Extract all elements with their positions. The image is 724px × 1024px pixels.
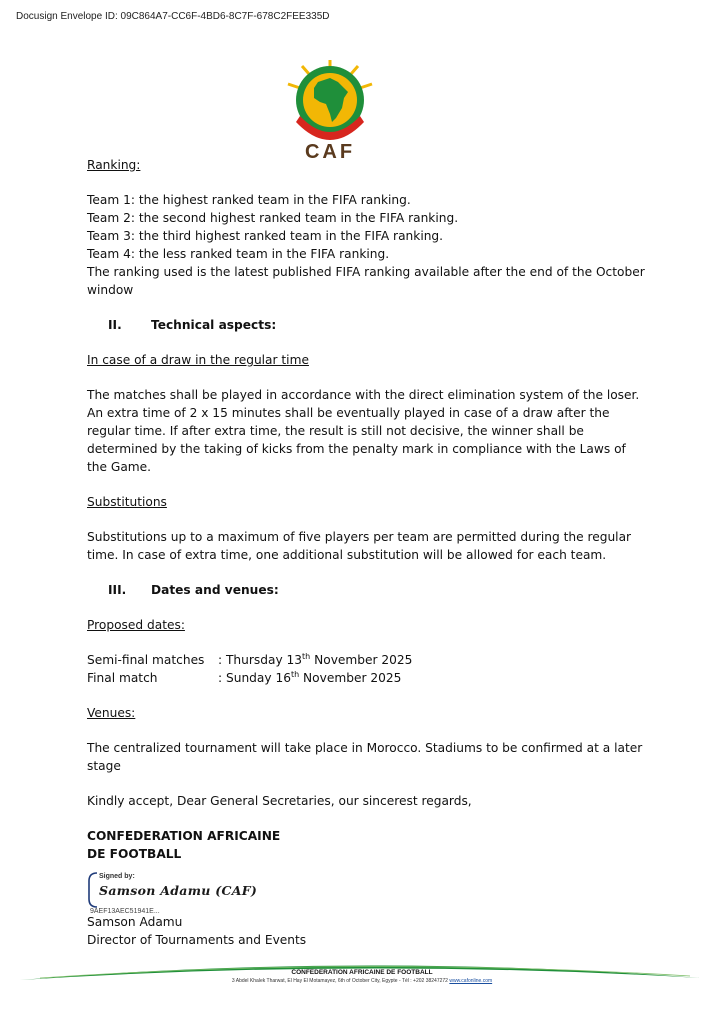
ranking-item: Team 3: the third highest ranked team in the FIFA ranking.: [87, 229, 444, 243]
letter-body: [87, 156, 647, 949]
signatory-name: Samson Adamu: [87, 915, 183, 929]
venues-paragraph: The centralized tournament will take place in Morocco. Stadiums to be confirmed at a later stage: [87, 741, 643, 773]
signature-id: 9AEF13AEC51941E...: [90, 908, 160, 915]
date-value: : Thursday 13th November 2025: [218, 651, 413, 667]
section-number: II.: [108, 318, 122, 332]
website-link[interactable]: www.cafonline.com: [449, 978, 493, 984]
section-heading-technical: [87, 316, 647, 334]
section-heading-dates: [87, 581, 647, 599]
draw-paragraph: The matches shall be played in accordance with the direct elimination system of the loser. An extra time of 2 x 15 minutes shall be eventually played in case of a draw after the regular time. If after extra time, the result is still not decisive, the winner shall be determined by the taking of kicks from the penalty mark in compliance with the Laws of the Game.: [87, 388, 640, 474]
date-row-semi-final: [87, 651, 647, 669]
signature-script: Samson Adamu (CAF): [99, 883, 258, 898]
footer-address: 3 Abdel Khalek Tharwat, El Hay El Motamayez, 6th of October City, Egypte - Tél : +202 38247272 www.cafonline.com: [231, 978, 493, 984]
substitutions-heading: Substitutions: [87, 495, 167, 509]
date-label: Semi-final matches: [87, 653, 205, 667]
footer-title: CONFEDERATION AFRICAINE DE FOOTBALL: [291, 969, 433, 976]
signed-by-label: Signed by:: [99, 873, 135, 880]
section-number: III.: [108, 583, 127, 597]
caf-logo: [278, 58, 382, 162]
proposed-dates-heading: Proposed dates:: [87, 618, 185, 632]
signatory-title: Director of Tournaments and Events: [87, 933, 307, 947]
logo-wordmark: CAF: [304, 141, 356, 162]
ranking-item: Team 1: the highest ranked team in the FIFA ranking.: [87, 193, 411, 207]
section-title: Dates and venues:: [151, 583, 279, 597]
date-row-final: [87, 669, 647, 687]
docusign-envelope-id: Docusign Envelope ID: 09C864A7-CC6F-4BD6-8C7F-678C2FEE335D: [16, 11, 330, 22]
date-value: : Sunday 16th November 2025: [218, 669, 402, 685]
venues-heading: Venues:: [87, 706, 136, 720]
ranking-item: Team 4: the less ranked team in the FIFA ranking.: [87, 247, 390, 261]
ranking-item: Team 2: the second highest ranked team in the FIFA ranking.: [87, 211, 459, 225]
closing-line: Kindly accept, Dear General Secretaries, our sincerest regards,: [87, 794, 472, 808]
date-label: Final match: [87, 671, 158, 685]
org-name-line2: DE FOOTBALL: [87, 847, 182, 861]
substitutions-paragraph: Substitutions up to a maximum of five players per team are permitted during the regular time. In case of extra time, one additional substitution will be allowed for each team.: [87, 530, 632, 562]
draw-heading: In case of a draw in the regular time: [87, 353, 309, 367]
docusign-signature-box: [87, 867, 258, 915]
ranking-note: The ranking used is the latest published FIFA ranking available after the end of the October window: [87, 265, 645, 297]
ranking-heading: Ranking:: [87, 158, 141, 172]
section-title: Technical aspects:: [151, 318, 277, 332]
org-name-line1: CONFEDERATION AFRICAINE: [87, 829, 281, 843]
